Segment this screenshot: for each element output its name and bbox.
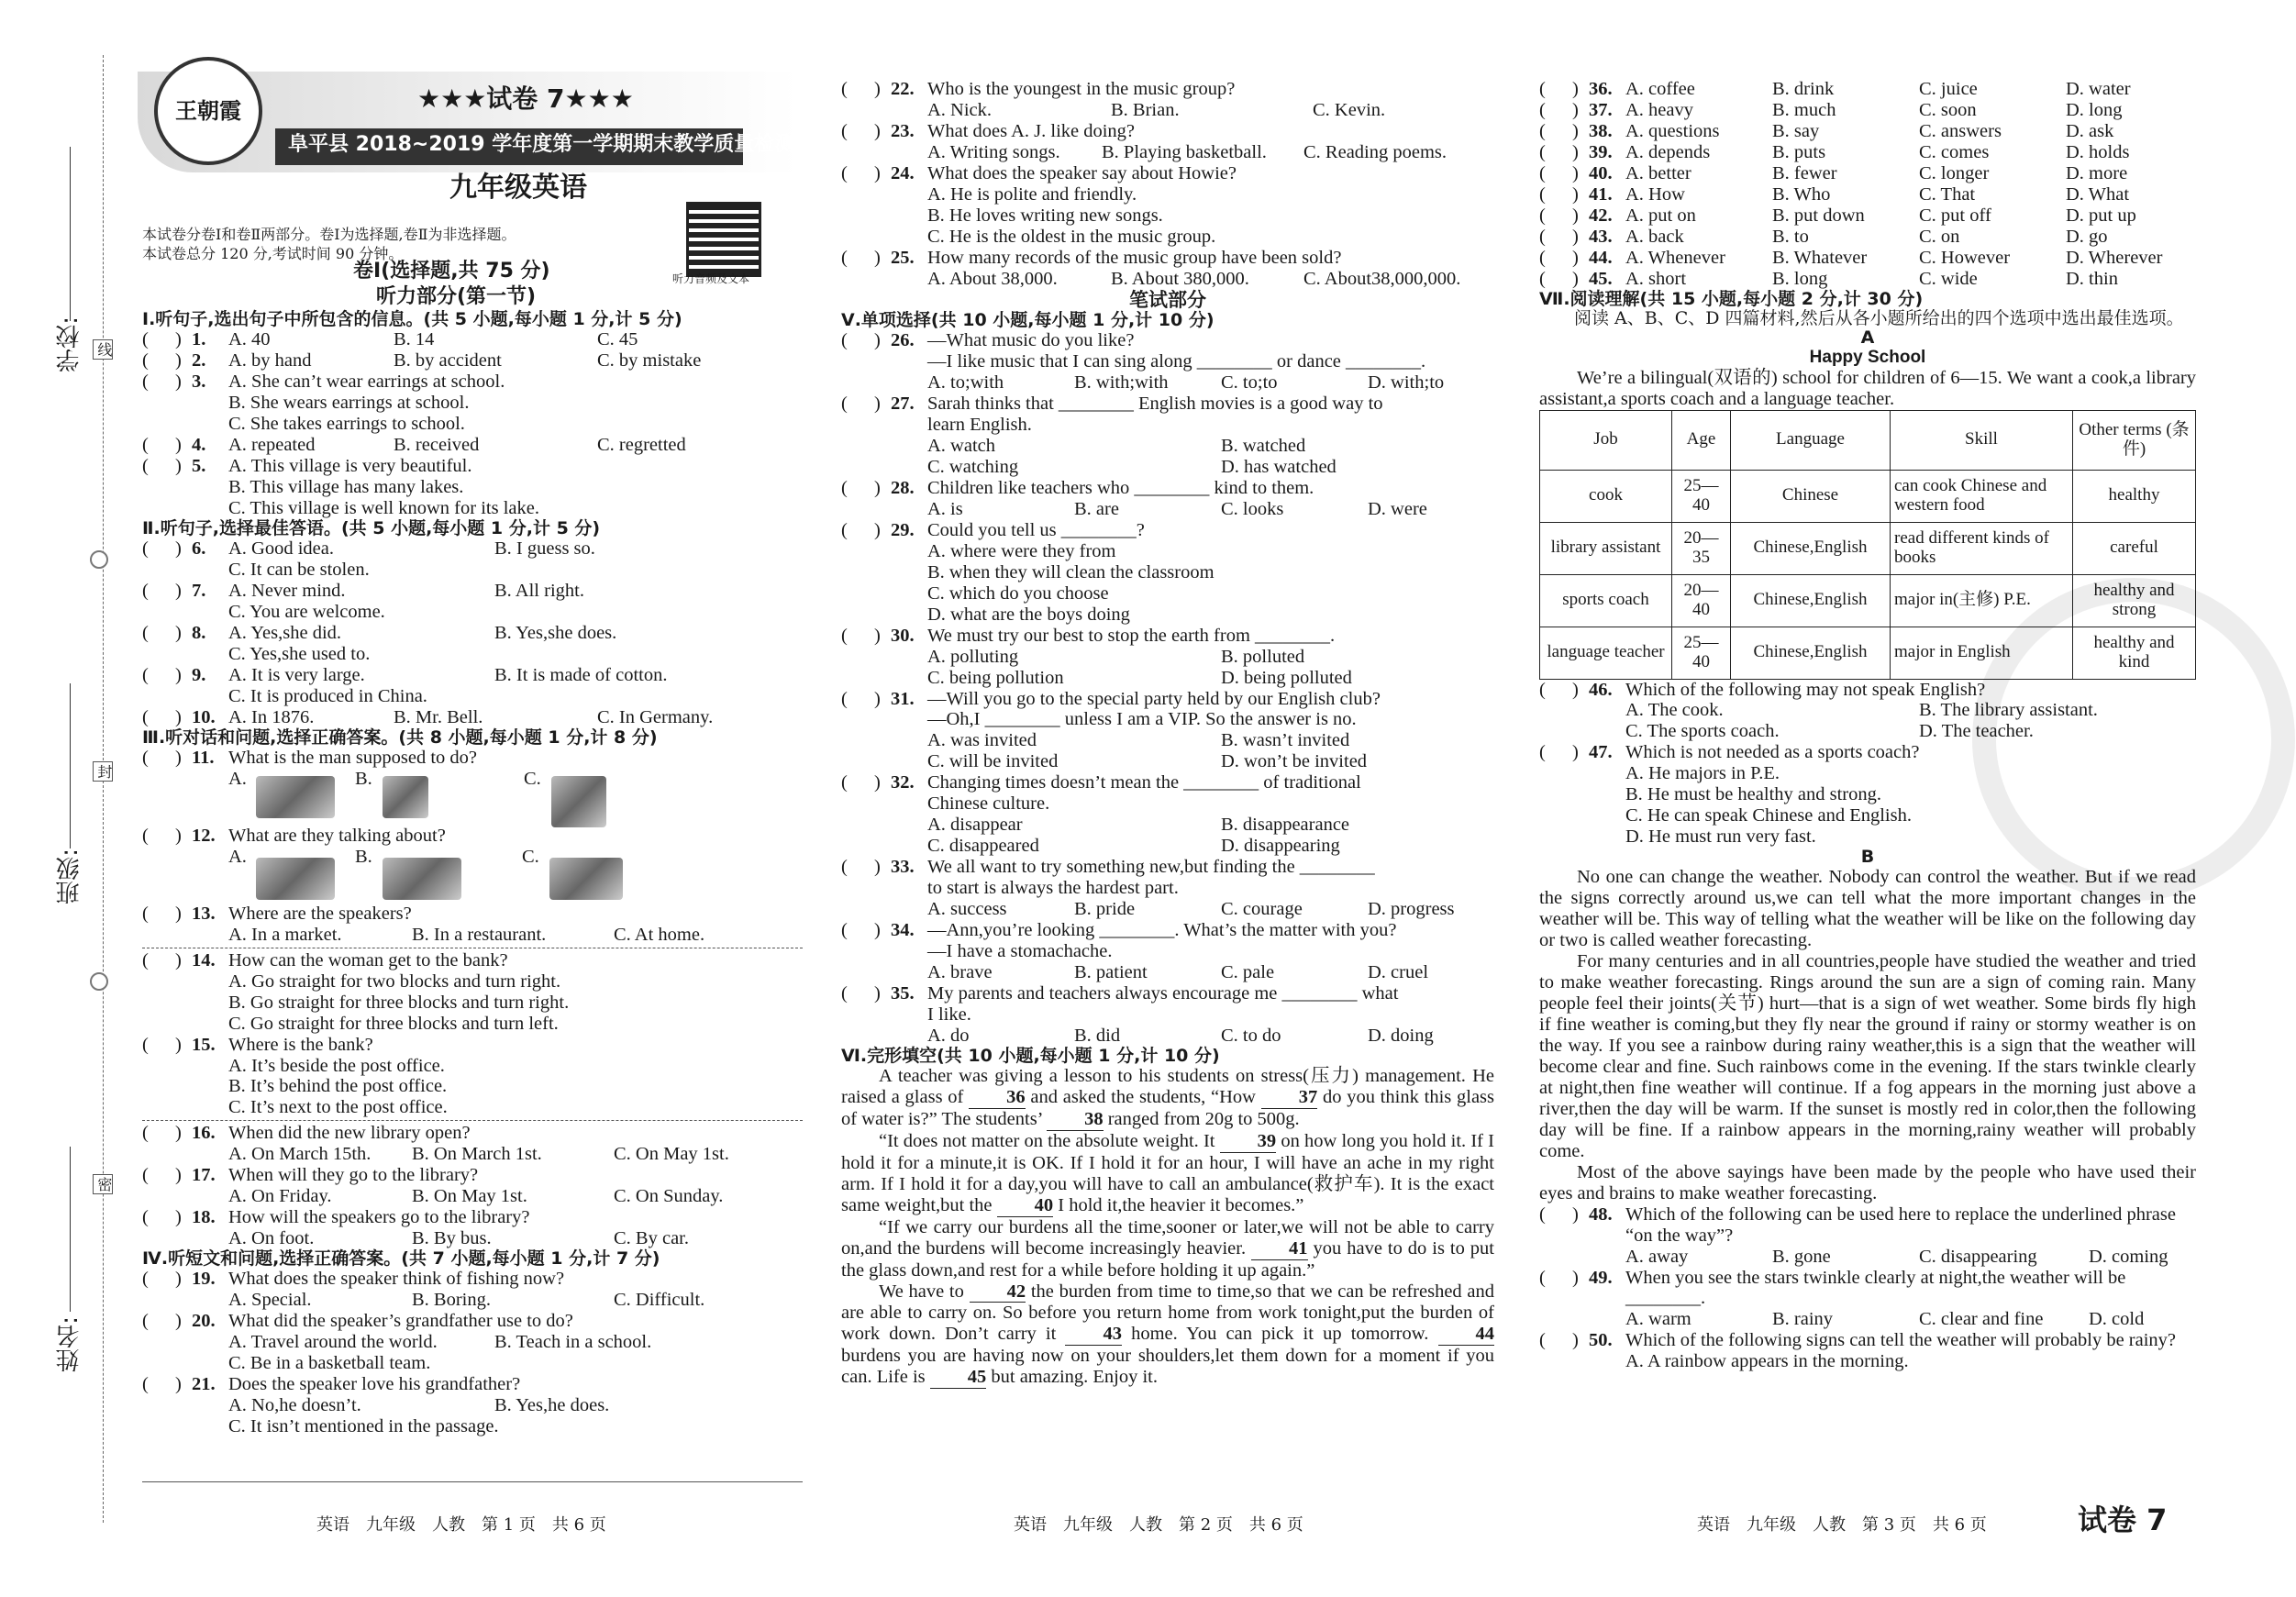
table-header-row bbox=[1540, 410, 2196, 470]
question-39[interactable]: ( ) 39. A. depends B. puts C. comes D. holds bbox=[1539, 141, 2130, 162]
option: B. drink bbox=[1772, 79, 1835, 99]
passage-a-label: A bbox=[1860, 327, 1875, 349]
table-cell: sports coach bbox=[1540, 574, 1672, 627]
question-6[interactable]: ( ) 6. A. Good idea. B. I guess so. bbox=[142, 538, 595, 560]
handshake-image[interactable] bbox=[256, 776, 335, 818]
option: A. In a market. B. In a restaurant. C. At home. bbox=[228, 924, 705, 945]
hugging-image[interactable] bbox=[551, 776, 606, 827]
passage-a-title: Happy School bbox=[1809, 348, 1926, 368]
exam-title: 阜平县 2018~2019 学年度第一学期期末教学质量检测试卷 bbox=[288, 133, 836, 156]
question-31[interactable]: ( ) 31. —Will you go to the special party held by our English club? bbox=[841, 688, 1381, 709]
cloze-blank: 39 bbox=[1220, 1131, 1277, 1153]
option: A. depends bbox=[1625, 141, 1711, 162]
table-cell: language teacher bbox=[1540, 627, 1672, 679]
option: C. being pollution D. being polluted bbox=[927, 667, 1352, 688]
binding-line bbox=[103, 55, 104, 1523]
option: A. away B. gone C. disappearing D. coming bbox=[1625, 1246, 2168, 1267]
question-number: 43. bbox=[1589, 226, 1613, 247]
option: C. Yes,she used to. bbox=[228, 643, 371, 664]
option: B. It’s behind the post office. bbox=[228, 1076, 448, 1097]
option: D. what are the boys doing bbox=[927, 604, 1130, 625]
cloze-blank: 37 bbox=[1261, 1087, 1318, 1109]
question-14[interactable]: ( ) 14. How can the woman get to the bank? bbox=[142, 949, 508, 970]
cloze-blank: 45 bbox=[930, 1367, 987, 1389]
table-cell: careful bbox=[2073, 522, 2196, 574]
question-19[interactable]: ( ) 19. What does the speaker think of fishing now? bbox=[142, 1269, 565, 1290]
option: A. heavy bbox=[1625, 99, 1694, 120]
table-cell: healthy bbox=[2073, 470, 2196, 522]
section-3-title: Ⅲ.听对话和问题,选择正确答案。(共 8 小题,每小题 1 分,计 8 分) bbox=[142, 726, 658, 748]
class-line[interactable] bbox=[70, 683, 71, 848]
option: B. fewer bbox=[1772, 162, 1837, 183]
cloze-text: home. You can pick it up tomorrow. bbox=[1121, 1324, 1438, 1345]
binding-mark-seal: 封 bbox=[93, 761, 113, 782]
question-24[interactable]: ( ) 24. What does the speaker say about Howie? bbox=[841, 162, 1237, 183]
option: C. He can speak Chinese and English. bbox=[1625, 805, 1912, 826]
cloze-text: A teacher was giving a lesson to his students on stress(压力) management. He raised a glass of bbox=[841, 1065, 1494, 1107]
question-26[interactable]: ( ) 26. —What music do you like? bbox=[841, 330, 1135, 351]
part1-title: 卷Ⅰ(选择题,共 75 分) bbox=[353, 260, 550, 283]
option: C. It’s next to the post office. bbox=[228, 1097, 448, 1118]
option: A. coffee bbox=[1625, 79, 1695, 99]
option: C. on bbox=[1919, 226, 1960, 247]
passage-b-label: B bbox=[1860, 847, 1875, 868]
passage-b-paragraph: Most of the above sayings have been made by the people who have used their eyes and brains to make weather forecasting. bbox=[1539, 1161, 2196, 1203]
question-text: to start is always the hardest part. bbox=[927, 878, 1179, 899]
option: B. much bbox=[1772, 99, 1836, 120]
passage-b-paragraph: No one can change the weather. Nobody can control the weather. But if we read the signs correctly around us,we can tell what the more important changes in the weather will be. This way of telling what the weather will be like on the following day or two is called weather forecasting. bbox=[1539, 867, 2196, 951]
question-8[interactable]: ( ) 8. A. Yes,she did. B. Yes,she does. bbox=[142, 622, 617, 643]
section-5-title: Ⅴ.单项选择(共 10 小题,每小题 1 分,计 10 分) bbox=[841, 310, 1215, 331]
option: A. The cook. B. The library assistant. bbox=[1625, 700, 2098, 721]
question-44[interactable]: ( ) 44. A. Whenever B. Whatever C. However D. Wherever bbox=[1539, 247, 2163, 268]
cloze-blank: 38 bbox=[1047, 1109, 1104, 1131]
question-27[interactable]: ( ) 27. Sarah thinks that ________ English movies is a good way to bbox=[841, 394, 1383, 415]
option: C. It can be stolen. bbox=[228, 560, 370, 581]
option: B. Go straight for three blocks and turn right. bbox=[228, 992, 570, 1013]
cloze-text: but amazing. Enjoy it. bbox=[986, 1367, 1159, 1388]
option: A. How bbox=[1625, 183, 1685, 205]
option: C. juice bbox=[1919, 79, 1978, 99]
divider bbox=[142, 1120, 803, 1121]
question-47[interactable]: ( ) 47. Which is not needed as a sports coach? bbox=[1539, 742, 1920, 763]
binding-mark-secret: 密 bbox=[93, 1174, 113, 1194]
option: C. answers bbox=[1919, 120, 2002, 141]
question-1[interactable]: ( ) 1. A. 40 B. 14 C. 45 bbox=[142, 329, 638, 350]
option: A. better bbox=[1625, 162, 1691, 183]
option: B. He must be healthy and strong. bbox=[1625, 784, 1881, 805]
cloze-paragraph bbox=[841, 1217, 1494, 1281]
page-footer-1: 英语 九年级 人教 第 1 页 共 6 页 bbox=[316, 1515, 606, 1535]
option: A. Nick. B. Brian. C. Kevin. bbox=[927, 99, 1386, 120]
option: D. Wherever bbox=[2066, 247, 2163, 268]
qr-caption: 听力音频及文本 bbox=[672, 272, 750, 285]
page-footer-2: 英语 九年级 人教 第 2 页 共 6 页 bbox=[1014, 1515, 1303, 1535]
binding-mark-line: 线 bbox=[93, 339, 113, 360]
table-cell: library assistant bbox=[1540, 522, 1672, 574]
option: D. What bbox=[2066, 183, 2130, 205]
picture-options: A. B. C. bbox=[142, 769, 803, 826]
option: D. thin bbox=[2066, 268, 2118, 289]
option: A. was invited B. wasn’t invited bbox=[927, 730, 1350, 751]
question-13[interactable]: ( ) 13. Where are the speakers? bbox=[142, 903, 412, 924]
binding-hole-icon bbox=[90, 972, 108, 991]
column-1-bottom-rule bbox=[142, 1481, 803, 1482]
table-cell: read different kinds of books bbox=[1891, 522, 2073, 574]
option: C. However bbox=[1919, 247, 2011, 268]
question-25[interactable]: ( ) 25. How many records of the music group have been sold? bbox=[841, 247, 1342, 268]
logo-text: 王朝霞 bbox=[175, 96, 241, 124]
question-45[interactable]: ( ) 45. A. short B. long C. wide D. thin bbox=[1539, 268, 2118, 289]
cloze-text: and asked the students, “How bbox=[1025, 1086, 1261, 1107]
option: A. questions bbox=[1625, 120, 1720, 141]
table-row bbox=[1540, 522, 2196, 574]
question-37[interactable]: ( ) 37. A. heavy B. much C. soon D. long bbox=[1539, 99, 2123, 120]
question-5[interactable]: ( ) 5. A. This village is very beautiful. bbox=[142, 455, 472, 476]
option: A. brave B. patient C. pale D. cruel bbox=[927, 961, 1429, 982]
table-cell: healthy and strong bbox=[2073, 574, 2196, 627]
subject-title: 九年级英语 bbox=[449, 172, 587, 204]
question-11[interactable]: ( ) 11. What is the man supposed to do? bbox=[142, 747, 478, 768]
cloze-text: “If we carry our burdens all the time,sooner or later,we will not be able to carry on,and the burdens will become increasingly heavier. bbox=[841, 1216, 1494, 1259]
option: D. go bbox=[2066, 226, 2108, 247]
option: C. which do you choose bbox=[927, 582, 1109, 604]
table-cell: healthy and kind bbox=[2073, 627, 2196, 679]
option: A. On March 15th. B. On March 1st. C. On May 1st. bbox=[228, 1144, 729, 1165]
table-cell: Chinese,English bbox=[1731, 522, 1891, 574]
class-label: 班级: bbox=[56, 848, 83, 904]
column-2 bbox=[841, 79, 1494, 1389]
option: A. Special. B. Boring. C. Difficult. bbox=[228, 1290, 705, 1311]
cloze-text: you have to do is to put the glass down,and rest for a while before holding it up again.” bbox=[841, 1237, 1494, 1281]
option: A. short bbox=[1625, 268, 1687, 289]
option: A. He is polite and friendly. bbox=[927, 183, 1137, 205]
table-cell: Chinese bbox=[1731, 470, 1891, 522]
option: C. Be in a basketball team. bbox=[228, 1353, 431, 1374]
option: B. puts bbox=[1772, 141, 1826, 162]
option: B. Who bbox=[1772, 183, 1831, 205]
question-2[interactable]: ( ) 2. A. by hand B. by accident C. by mistake bbox=[142, 350, 702, 372]
option: C. She takes earrings to school. bbox=[228, 414, 465, 435]
cloze-text: burdens you are having now on your shoulders,let them down for a moment if you can. Life is bbox=[841, 1346, 1494, 1388]
option: B. put down bbox=[1772, 205, 1865, 226]
question-48[interactable]: ( ) 48. Which of the following can be used here to replace the underlined phrase “on the way”? bbox=[1539, 1203, 2176, 1246]
option: D. He must run very fast. bbox=[1625, 826, 1816, 848]
option: A. About 38,000. B. About 380,000. C. About38,000,000. bbox=[927, 268, 1461, 289]
question-number: 38. bbox=[1589, 120, 1613, 141]
option: C. longer bbox=[1919, 162, 1990, 183]
option: A. On Friday. B. On May 1st. C. On Sunday. bbox=[228, 1186, 724, 1207]
table-header-cell: Age bbox=[1672, 410, 1731, 470]
question-34[interactable]: ( ) 34. —Ann,you’re looking ________. What’s the matter with you? bbox=[841, 920, 1397, 940]
cloze-blank: 44 bbox=[1438, 1324, 1495, 1346]
option: C. That bbox=[1919, 183, 1976, 205]
question-9[interactable]: ( ) 9. A. It is very large. B. It is made of cotton. bbox=[142, 664, 668, 685]
cloze-blank: 43 bbox=[1065, 1324, 1122, 1346]
question-7[interactable]: ( ) 7. A. Never mind. B. All right. bbox=[142, 581, 584, 602]
table-cell: Chinese,English bbox=[1731, 627, 1891, 679]
option: D. holds bbox=[2066, 141, 2130, 162]
instructions-2: 本试卷总分 120 分,考试时间 90 分钟。 bbox=[142, 245, 404, 262]
option: A. A rainbow appears in the morning. bbox=[1625, 1351, 1909, 1372]
option: D. ask bbox=[2066, 120, 2114, 141]
question-41[interactable]: ( ) 41. A. How B. Who C. That D. What bbox=[1539, 183, 2130, 205]
table-header-cell: Job bbox=[1540, 410, 1672, 470]
option: C. Go straight for three blocks and turn left. bbox=[228, 1013, 559, 1034]
table-header-cell: Other terms (条件) bbox=[2073, 410, 2196, 470]
option: C. will be invited D. won’t be invited bbox=[927, 751, 1368, 772]
option: B. She wears earrings at school. bbox=[228, 393, 470, 414]
option: A. put on bbox=[1625, 205, 1696, 226]
cloze-text: We have to bbox=[879, 1281, 970, 1302]
option: C. wide bbox=[1919, 268, 1978, 289]
question-number: 44. bbox=[1589, 247, 1613, 268]
table-cell: 25—40 bbox=[1672, 470, 1731, 522]
option: C. comes bbox=[1919, 141, 1990, 162]
option: A. where were they from bbox=[927, 540, 1116, 561]
table-cell: 20—40 bbox=[1672, 574, 1731, 627]
question-28[interactable]: ( ) 28. Children like teachers who ________ kind to them. bbox=[841, 477, 1314, 498]
table-header-cell: Skill bbox=[1891, 410, 2073, 470]
option: A. On foot. B. By bus. C. By car. bbox=[228, 1228, 689, 1249]
option: D. water bbox=[2066, 79, 2131, 99]
section-7-title: Ⅶ.阅读理解(共 15 小题,每小题 2 分,计 30 分) bbox=[1539, 288, 1924, 309]
option: A. He majors in P.E. bbox=[1625, 763, 1780, 784]
cloze-paragraph bbox=[841, 1131, 1494, 1217]
question-38[interactable]: ( ) 38. A. questions B. say C. answers D. ask bbox=[1539, 120, 2114, 141]
option: A. Writing songs. B. Playing basketball. C. Reading poems. bbox=[927, 141, 1447, 162]
option: A. Go straight for two blocks and turn right. bbox=[228, 970, 561, 992]
table-cell: cook bbox=[1540, 470, 1672, 522]
question-42[interactable]: ( ) 42. A. put on B. put down C. put off D. put up bbox=[1539, 205, 2136, 226]
option: A. Travel around the world. B. Teach in a school. bbox=[228, 1332, 652, 1353]
school-line[interactable] bbox=[70, 147, 71, 321]
option: A. success B. pride C. courage D. progress bbox=[927, 899, 1455, 920]
question-16[interactable]: ( ) 16. When did the new library open? bbox=[142, 1123, 471, 1144]
table-row bbox=[1540, 470, 2196, 522]
question-17[interactable]: ( ) 17. When will they go to the library? bbox=[142, 1165, 479, 1186]
cloze-blank: 41 bbox=[1251, 1238, 1308, 1260]
question-number: 45. bbox=[1589, 268, 1613, 289]
option: C. disappeared D. disappearing bbox=[927, 836, 1340, 857]
option: A. It’s beside the post office. bbox=[228, 1055, 445, 1076]
cloze-blank: 40 bbox=[997, 1195, 1054, 1217]
question-23[interactable]: ( ) 23. What does A. J. like doing? bbox=[841, 120, 1136, 141]
picture-options: A. B. C. bbox=[142, 847, 803, 904]
question-text: learn English. bbox=[927, 415, 1032, 436]
question-number: 40. bbox=[1589, 162, 1613, 183]
option: C. watching D. has watched bbox=[927, 457, 1337, 478]
question-35[interactable]: ( ) 35. My parents and teachers always encourage me ________ what bbox=[841, 982, 1399, 1004]
option: B. Whatever bbox=[1772, 247, 1868, 268]
cloze-text: the burden from time to time,so that we can be refreshed and are able to carry on. So before you return home from work tonight,put the burden of work down. Don’t carry it bbox=[841, 1281, 1494, 1345]
written-part-title: 笔试部分 bbox=[1129, 288, 1206, 311]
table-cell: Chinese,English bbox=[1731, 574, 1891, 627]
question-46[interactable]: ( ) 46. Which of the following may not speak English? bbox=[1539, 679, 1986, 700]
option: D. put up bbox=[2066, 205, 2136, 226]
city-image[interactable] bbox=[549, 858, 623, 900]
question-10[interactable]: ( ) 10. A. In 1876. B. Mr. Bell. C. In Germany. bbox=[142, 706, 714, 727]
question-50[interactable]: ( ) 50. Which of the following signs can tell the weather will probably be rainy? bbox=[1539, 1330, 2177, 1351]
table-cell: can cook Chinese and western food bbox=[1891, 470, 2073, 522]
cloze-passage bbox=[841, 1066, 1494, 1389]
cloze-text: on how long you hold it. If I hold it for a minute,it is OK. If I hold it for an hour, I will have an ache in my right arm. If I hold it for a day,you will have to call an ambulance(救护车). It is the exact same weight,but the bbox=[841, 1130, 1494, 1215]
question-32[interactable]: ( ) 32. Changing times doesn’t mean the ________ of traditional bbox=[841, 772, 1361, 793]
qr-code-icon[interactable] bbox=[686, 202, 761, 277]
option: A. Whenever bbox=[1625, 247, 1725, 268]
horses-image[interactable] bbox=[383, 858, 461, 900]
bowing-image[interactable] bbox=[383, 776, 428, 818]
table-cell: 25—40 bbox=[1672, 627, 1731, 679]
question-number: 39. bbox=[1589, 141, 1613, 162]
option: B. say bbox=[1772, 120, 1820, 141]
instructions-1: 本试卷分卷Ⅰ和卷Ⅱ两部分。卷Ⅰ为选择题,卷Ⅱ为非选择题。 bbox=[142, 226, 516, 243]
option: A. No,he doesn’t. B. Yes,he does. bbox=[228, 1395, 610, 1416]
watermark-icon bbox=[1972, 578, 2295, 901]
question-number: 37. bbox=[1589, 99, 1613, 120]
cloze-blank: 42 bbox=[970, 1281, 1026, 1303]
cloze-paragraph bbox=[841, 1066, 1494, 1131]
option: C. The sports coach. D. The teacher. bbox=[1625, 721, 2034, 742]
series-title: ★★★试卷 7★★★ bbox=[417, 83, 634, 114]
question-21[interactable]: ( ) 21. Does the speaker love his grandfather? bbox=[142, 1374, 521, 1395]
name-line[interactable] bbox=[70, 1147, 71, 1312]
option: C. He is the oldest in the music group. bbox=[927, 226, 1216, 247]
option: B. This village has many lakes. bbox=[228, 476, 464, 497]
option: B. when they will clean the classroom bbox=[927, 561, 1215, 582]
question-49[interactable]: ( ) 49. When you see the stars twinkle clearly at night,the weather will be ________. bbox=[1539, 1267, 2126, 1309]
question-43[interactable]: ( ) 43. A. back B. to C. on D. go bbox=[1539, 226, 2108, 247]
option: A. disappear B. disappearance bbox=[927, 815, 1350, 836]
option: B. to bbox=[1772, 226, 1809, 247]
passage-a-text: We’re a bilingual(双语的) school for children of 6—15. We want a cook,a library assistant,a sports coach and a language teacher. bbox=[1539, 367, 2196, 409]
table-cell: 20—35 bbox=[1672, 522, 1731, 574]
cloze-text: do you think this glass of water is?” The students’ bbox=[841, 1086, 1494, 1129]
option: C. It isn’t mentioned in the passage. bbox=[228, 1416, 499, 1437]
paper-tag: 试卷 7 bbox=[2078, 1503, 2168, 1537]
question-15[interactable]: ( ) 15. Where is the bank? bbox=[142, 1034, 373, 1055]
section-4-title: Ⅳ.听短文和问题,选择正确答案。(共 7 小题,每小题 1 分,计 7 分) bbox=[142, 1248, 660, 1270]
question-text: —I have a stomachache. bbox=[927, 940, 1113, 961]
option: B. long bbox=[1772, 268, 1828, 289]
listening-title: 听力部分(第一节) bbox=[376, 285, 537, 308]
option: B. He loves writing new songs. bbox=[927, 205, 1163, 226]
column-1 bbox=[142, 310, 803, 1437]
binding-hole-icon bbox=[90, 550, 108, 569]
question-20[interactable]: ( ) 20. What did the speaker’s grandfather use to do? bbox=[142, 1311, 573, 1332]
question-18[interactable]: ( ) 18. How will the speakers go to the library? bbox=[142, 1207, 530, 1228]
page-footer-3: 英语 九年级 人教 第 3 页 共 6 页 bbox=[1697, 1515, 1987, 1535]
table-cell: major in(主修) P.E. bbox=[1891, 574, 2073, 627]
question-40[interactable]: ( ) 40. A. better B. fewer C. longer D. more bbox=[1539, 162, 2128, 183]
option: C. put off bbox=[1919, 205, 1991, 226]
cloze-paragraph bbox=[841, 1281, 1494, 1390]
question-22[interactable]: ( ) 22. Who is the youngest in the music group? bbox=[841, 79, 1236, 99]
logo-seal bbox=[154, 57, 262, 165]
cloze-text: ranged from 20g to 500g. bbox=[1103, 1108, 1300, 1129]
question-12[interactable]: ( ) 12. What are they talking about? bbox=[142, 825, 446, 846]
table-header-cell: Language bbox=[1731, 410, 1891, 470]
cloze-text: I hold it,the heavier it becomes.” bbox=[1053, 1194, 1304, 1215]
question-text: —Oh,I ________ unless I am a VIP. So the answer is no. bbox=[927, 709, 1357, 730]
question-number: 42. bbox=[1589, 205, 1613, 226]
option: A. watch B. watched bbox=[927, 436, 1306, 457]
table-cell: major in English bbox=[1891, 627, 2073, 679]
option: D. more bbox=[2066, 162, 2128, 183]
question-29[interactable]: ( ) 29. Could you tell us ________? bbox=[841, 519, 1145, 540]
passage-b-paragraph: For many centuries and in all countries,people have studied the weather and tried to make weather forecasting. Rings around the sun are a sign of coming rain. Many people feel their joints(关节) hurt—that is a sign of wet weather. Some birds fly high if fine weather is coming,but they fly near the ground if rainy or stormy weather is on the way. If you see a rainbow during rainy weather,this is a sign that the weather will become clear and fine. Such rainbows come in the evening. If the stars twinkle clearly at night,then fine weather will continue. If a fog appears in the morning just above a river,then the day will be warm. If the sunset is mostly red in color,then the following day will be fine. If a rainbow appears in the morning,rainy weather will probably come. bbox=[1539, 951, 2196, 1161]
question-36[interactable]: ( ) 36. A. coffee B. drink C. juice D. water bbox=[1539, 79, 2131, 99]
question-number: 41. bbox=[1589, 183, 1613, 205]
option: A. do B. did C. to do D. doing bbox=[927, 1025, 1434, 1046]
option: A. polluting B. polluted bbox=[927, 646, 1305, 667]
option: A. back bbox=[1625, 226, 1684, 247]
question-30[interactable]: ( ) 30. We must try our best to stop the earth from ________. bbox=[841, 625, 1336, 646]
cloze-options bbox=[1539, 79, 2196, 290]
question-33[interactable]: ( ) 33. We all want to try something new,but finding the ________ bbox=[841, 857, 1375, 878]
option: C. soon bbox=[1919, 99, 1977, 120]
option: C. This village is well known for its lake. bbox=[228, 497, 539, 518]
mountain-image[interactable] bbox=[256, 858, 335, 900]
question-number: 36. bbox=[1589, 79, 1613, 99]
cloze-text: “It does not matter on the absolute weight. It bbox=[879, 1130, 1220, 1151]
question-text: Chinese culture. bbox=[927, 793, 1050, 815]
option: A. to;with B. with;with C. to;to D. with;to bbox=[927, 372, 1445, 394]
question-text: —I like music that I can sing along ________ or dance ________. bbox=[927, 351, 1426, 372]
option: A. is B. are C. looks D. were bbox=[927, 498, 1427, 519]
option: A. warm B. rainy C. clear and fine D. cold bbox=[1625, 1309, 2145, 1330]
question-4[interactable]: ( ) 4. A. repeated B. received C. regretted bbox=[142, 435, 686, 456]
cloze-blank: 36 bbox=[969, 1087, 1026, 1109]
option: C. You are welcome. bbox=[228, 601, 385, 622]
option: D. long bbox=[2066, 99, 2123, 120]
question-3[interactable]: ( ) 3. A. She can’t wear earrings at school. bbox=[142, 372, 505, 393]
name-label: 姓名: bbox=[56, 1316, 83, 1372]
section-1-title: Ⅰ.听句子,选出句子中所包含的信息。(共 5 小题,每小题 1 分,计 5 分) bbox=[142, 309, 682, 329]
section-2-title: Ⅱ.听句子,选择最佳答语。(共 5 小题,每小题 1 分,计 5 分) bbox=[142, 517, 601, 538]
section-7-instructions: 阅读 A、B、C、D 四篇材料,然后从各小题所给出的四个选项中选出最佳选项。 bbox=[1574, 307, 2184, 328]
section-6-title: Ⅵ.完形填空(共 10 小题,每小题 1 分,计 10 分) bbox=[841, 1045, 1220, 1066]
school-label: 学校: bbox=[56, 316, 83, 372]
option: C. It is produced in China. bbox=[228, 685, 427, 706]
question-text: I like. bbox=[927, 1004, 971, 1025]
